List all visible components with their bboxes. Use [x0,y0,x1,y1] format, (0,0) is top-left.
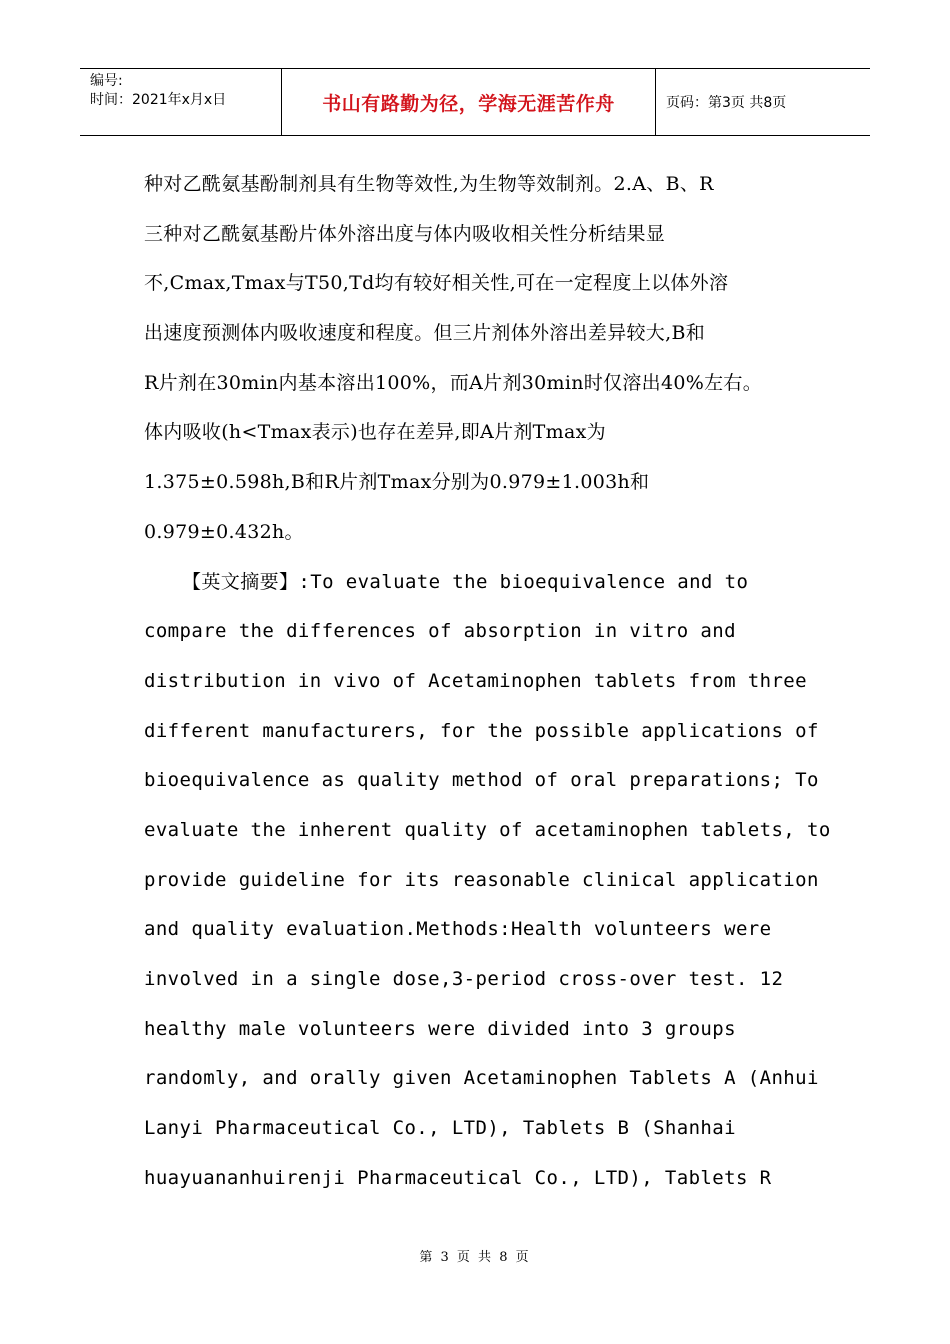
page-footer: 第 3 页 共 8 页 [419,1250,531,1265]
header-page-number: 页码：第3页 共8页 [666,95,787,111]
body-line: 不,Cmax,Tmax与T50,Td均有较好相关性,可在一定程度上以体外溶 [144,272,729,295]
english-abstract-line: provide guideline for its reasonable clinical application [144,868,819,891]
header-motto: 书山有路勤为径，学海无涯苦作舟 [282,69,656,135]
document-date-label: 时间：2021年x月x日 [90,92,227,108]
header-meta [80,69,282,135]
document-number-label: 编号: [90,73,123,89]
english-abstract-line: Lanyi Pharmaceutical Co., LTD), Tablets B (Shanhai [144,1117,736,1140]
english-abstract-heading-line: 【英文摘要】:To evaluate the bioequivalence and to [182,570,749,593]
english-abstract-line: and quality evaluation.Methods:Health volunteers were [144,918,772,941]
english-abstract-line: huayuananhuirenji Pharmaceutical Co., LTD), Tablets R [144,1166,772,1189]
english-abstract-line: distribution in vivo of Acetaminophen tablets from three [144,669,807,692]
body-line: 体内吸收(h<Tmax表示)也存在差异,即A片剂Tmax为 [144,421,606,444]
page-header [80,68,870,136]
document-body [144,160,831,1203]
body-line: 0.979±0.432h。 [144,520,304,543]
english-abstract-line: compare the differences of absorption in vitro and [144,620,736,643]
body-line: 1.375±0.598h,B和R片剂Tmax分别为0.979±1.003h和 [144,471,650,494]
body-line: 种对乙酰氨基酚制剂具有生物等效性,为生物等效制剂。2.A、B、R [144,173,714,195]
body-line: 三种对乙酰氨基酚片体外溶出度与体内吸收相关性分析结果显 [144,222,666,245]
body-line: R片剂在30min内基本溶出100%，而A片剂30min时仅溶出40%左右。 [144,371,762,394]
english-abstract-line: different manufacturers, for the possible applications of [144,719,819,742]
english-abstract-line: randomly, and orally given Acetaminophen Tablets A (Anhui [144,1067,819,1090]
english-abstract-line: healthy male volunteers were divided into 3 groups [144,1017,736,1040]
english-abstract-line: involved in a single dose,3-period cross-over test. 12 [144,968,784,990]
english-abstract-line: bioequivalence as quality method of oral preparations; To [144,769,819,792]
english-abstract-line: evaluate the inherent quality of acetaminophen tablets, to [144,818,831,841]
body-line: 出速度预测体内吸收速度和程度。但三片剂体外溶出差异较大,B和 [144,322,706,345]
